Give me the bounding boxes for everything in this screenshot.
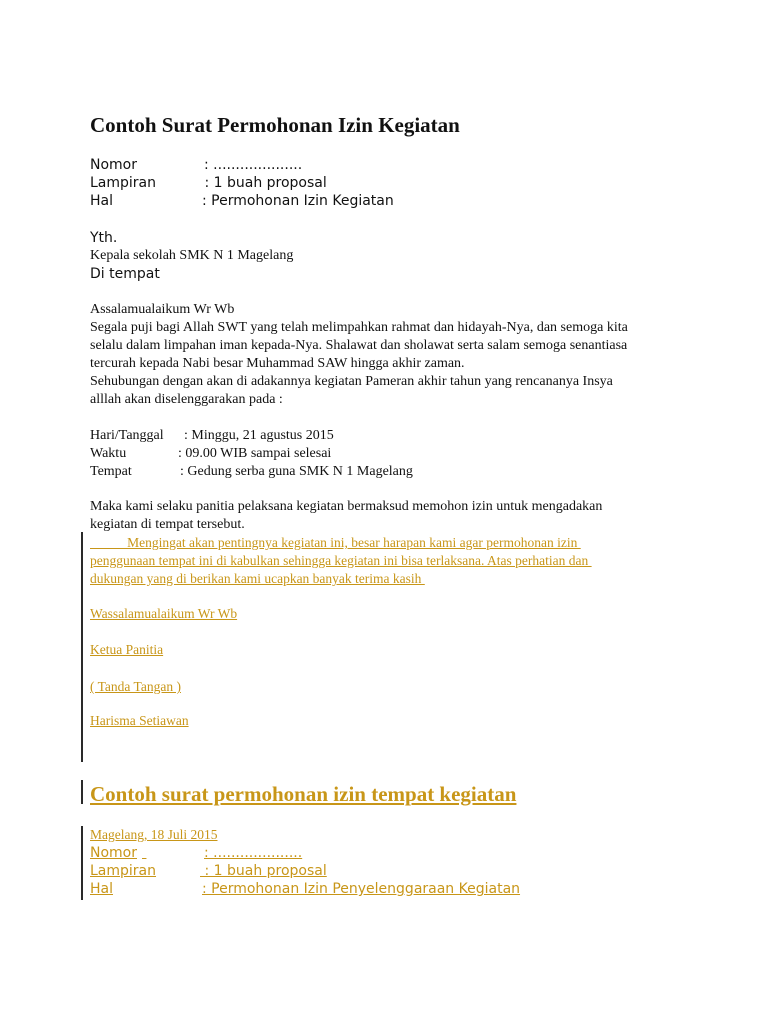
paragraph-2-line-2: alllah akan diselenggarakan pada : <box>90 392 283 407</box>
addressee-line1: Kepala sekolah SMK N 1 Magelang <box>90 248 294 263</box>
addressee-yth: Yth. <box>90 230 118 246</box>
role-text: Ketua Panitia <box>90 642 164 657</box>
section2-value-nomor: : .................... <box>204 845 303 861</box>
field-value-hal: : Permohonan Izin Kegiatan <box>202 193 394 209</box>
section2-place-date: Magelang, 18 Juli 2015 <box>90 827 218 842</box>
paragraph-1-line-2: selalu dalam limpahan iman kepada-Nya. Shalawat dan sholawat serta salam semoga senantiasa <box>90 338 628 353</box>
detail-value-waktu: : 09.00 WIB sampai selesai <box>178 446 332 461</box>
section2-label-hal: Hal <box>90 881 113 897</box>
detail-value-hari: : Minggu, 21 agustus 2015 <box>184 428 334 443</box>
section2-gap-nomor <box>142 844 204 862</box>
revision-bar-section2 <box>81 826 83 900</box>
paragraph-4-line-2: penggunaan tempat ini di kabulkan sehingga kegiatan ini bisa terlaksana. Atas perhatian dan <box>90 553 592 568</box>
paragraph-1-line-3: tercurah kepada Nabi besar Muhammad SAW hingga akhir zaman. <box>90 356 465 371</box>
section2-label-nomor: Nomor <box>90 845 137 861</box>
addressee-line2: Di tempat <box>90 266 160 282</box>
signer-name: Harisma Setiawan <box>90 713 189 728</box>
field-label-nomor: Nomor <box>90 157 137 173</box>
signature-text: ( Tanda Tangan ) <box>90 679 181 694</box>
field-value-nomor: : .................... <box>204 157 303 173</box>
detail-label-tempat: Tempat <box>90 464 132 479</box>
detail-label-waktu: Waktu <box>90 446 127 461</box>
section2-value-lampiran: : 1 buah proposal <box>200 863 327 879</box>
section2-label-lampiran: Lampiran <box>90 863 157 879</box>
field-label-hal: Hal <box>90 193 113 209</box>
paragraph-2-line-1: Sehubungan dengan akan di adakannya kegiatan Pameran akhir tahun yang rencananya Insya <box>90 374 613 389</box>
paragraph-4-line-3: dukungan yang di berikan kami ucapkan banyak terima kasih <box>90 571 425 586</box>
paragraph-4-line-1: Mengingat akan pentingnya kegiatan ini, besar harapan kami agar permohonan izin <box>90 535 581 550</box>
greeting: Assalamualaikum Wr Wb <box>90 302 235 317</box>
paragraph-3-line-1: Maka kami selaku panitia pelaksana kegiatan bermaksud memohon izin untuk mengadakan <box>90 499 603 514</box>
section2-value-hal: : Permohonan Izin Penyelenggaraan Kegiatan <box>202 881 521 897</box>
page-title: Contoh Surat Permohonan Izin Kegiatan <box>90 113 460 137</box>
paragraph-3-line-2: kegiatan di tempat tersebut. <box>90 517 245 532</box>
detail-value-tempat: : Gedung serba guna SMK N 1 Magelang <box>180 464 413 479</box>
field-label-lampiran: Lampiran <box>90 175 157 191</box>
revision-bar <box>81 532 83 762</box>
paragraph-1-line-1: Segala puji bagi Allah SWT yang telah melimpahkan rahmat dan hidayah-Nya, dan semoga kita <box>90 320 628 335</box>
section2-title: Contoh surat permohonan izin tempat kegiatan <box>90 782 517 806</box>
field-value-lampiran: : 1 buah proposal <box>200 175 327 191</box>
revision-bar-heading <box>81 780 83 804</box>
closing-text: Wassalamualaikum Wr Wb <box>90 606 238 621</box>
detail-label-hari: Hari/Tanggal <box>90 428 164 443</box>
